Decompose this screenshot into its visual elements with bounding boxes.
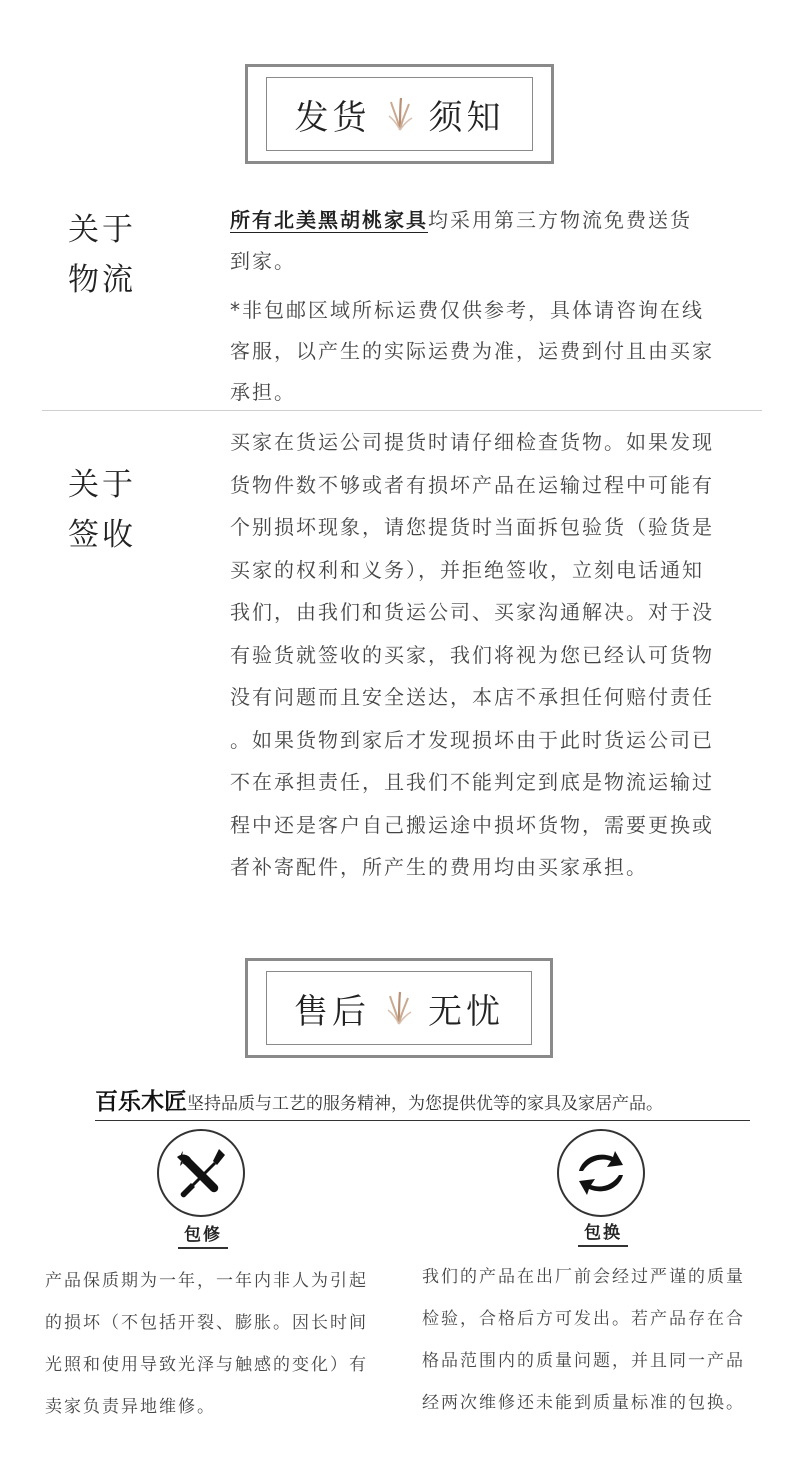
exchange-label: 包换 (578, 1218, 628, 1247)
receipt-text (230, 421, 770, 889)
logistics-note-line-1: *非包邮区域所标运费仅供参考，具体请咨询在线 (230, 298, 704, 322)
logistics-label-line1: 关于 (68, 212, 136, 248)
receipt-label (68, 460, 136, 560)
receipt-line: 买家在货运公司提货时请仔细检查货物。如果发现 (230, 430, 714, 454)
section-divider (42, 410, 762, 411)
receipt-line: 。如果货物到家后才发现损坏由于此时货运公司已 (230, 727, 714, 752)
receipt-line: 货物件数不够或者有损坏产品在运输过程中可能有 (230, 472, 714, 497)
repair-line: 的损坏（不包括开裂、膨胀。因长时间 (45, 1313, 368, 1333)
grass-ornament-icon (384, 990, 414, 1026)
exchange-line: 格品范围内的质量问题，并且同一产品 (422, 1351, 745, 1371)
repair-line: 光照和使用导致光泽与触感的变化）有 (45, 1355, 368, 1375)
shipping-notice-title-inner (266, 77, 533, 151)
logistics-line-2: 到家。 (230, 249, 296, 273)
shipping-notice-title-right: 须知 (428, 97, 505, 138)
logistics-text (230, 200, 770, 413)
receipt-line: 没有问题而且安全送达，本店不承担任何赔付责任 (230, 685, 714, 709)
receipt-label-line1: 关于 (68, 467, 136, 503)
logistics-label-line2: 物流 (68, 262, 136, 298)
brand-name: 百乐木匠 (95, 1089, 187, 1115)
after-sales-title-left: 售后 (294, 991, 370, 1032)
logistics-note-line-3: 承担。 (230, 380, 296, 404)
exchange-circle (557, 1129, 645, 1217)
exchange-line: 我们的产品在出厂前会经过严谨的质量 (422, 1267, 745, 1287)
receipt-line: 我们，由我们和货运公司、买家沟通解决。对于没 (230, 600, 714, 624)
brand-tagline (95, 1083, 750, 1121)
exchange-line: 检验，合格后方可发出。若产品存在合 (422, 1309, 745, 1329)
receipt-line: 不在承担责任，且我们不能判定到底是物流运输过 (230, 770, 714, 794)
after-sales-title-right: 无忧 (428, 991, 504, 1032)
receipt-line: 有验货就签收的买家，我们将视为您已经认可货物 (230, 642, 714, 667)
repair-circle (157, 1129, 245, 1217)
repair-text (45, 1260, 405, 1428)
receipt-line: 者补寄配件，所产生的费用均由买家承担。 (230, 855, 648, 879)
repair-line: 产品保质期为一年，一年内非人为引起 (45, 1271, 368, 1291)
shipping-notice-title-left: 发货 (294, 97, 371, 138)
logistics-note-line-2: 客服，以产生的实际运费为准，运费到付且由买家 (230, 339, 714, 363)
tagline-text: 坚持品质与工艺的服务精神，为您提供优等的家具及家居产品。 (187, 1094, 663, 1114)
grass-ornament-icon (385, 96, 415, 132)
shipping-notice-title-frame (245, 64, 554, 164)
logistics-line-1 (230, 200, 770, 241)
repair-label: 包修 (178, 1220, 228, 1249)
exchange-line: 经两次维修还未能到质量标准的包换。 (422, 1393, 745, 1413)
logistics-label (68, 205, 136, 305)
receipt-line: 程中还是客户自己搬运途中损坏货物，需要更换或 (230, 812, 714, 837)
exchange-text (422, 1256, 782, 1424)
receipt-line: 买家的权利和义务），并拒绝签收，立刻电话通知 (230, 557, 704, 582)
logistics-line1-rest: 均采用第三方物流免费送货 (428, 208, 692, 232)
receipt-line: 个别损坏现象，请您提货时当面拆包验货（验货是 (230, 515, 714, 539)
brand-walnut-furniture: 所有北美黑胡桃家具 (230, 208, 428, 232)
tools-icon (171, 1143, 231, 1203)
after-sales-title-inner (266, 971, 532, 1045)
exchange-arrows-icon (569, 1141, 633, 1205)
receipt-label-line2: 签收 (68, 517, 136, 553)
repair-line: 卖家负责异地维修。 (45, 1397, 216, 1417)
after-sales-title-frame (245, 958, 553, 1058)
